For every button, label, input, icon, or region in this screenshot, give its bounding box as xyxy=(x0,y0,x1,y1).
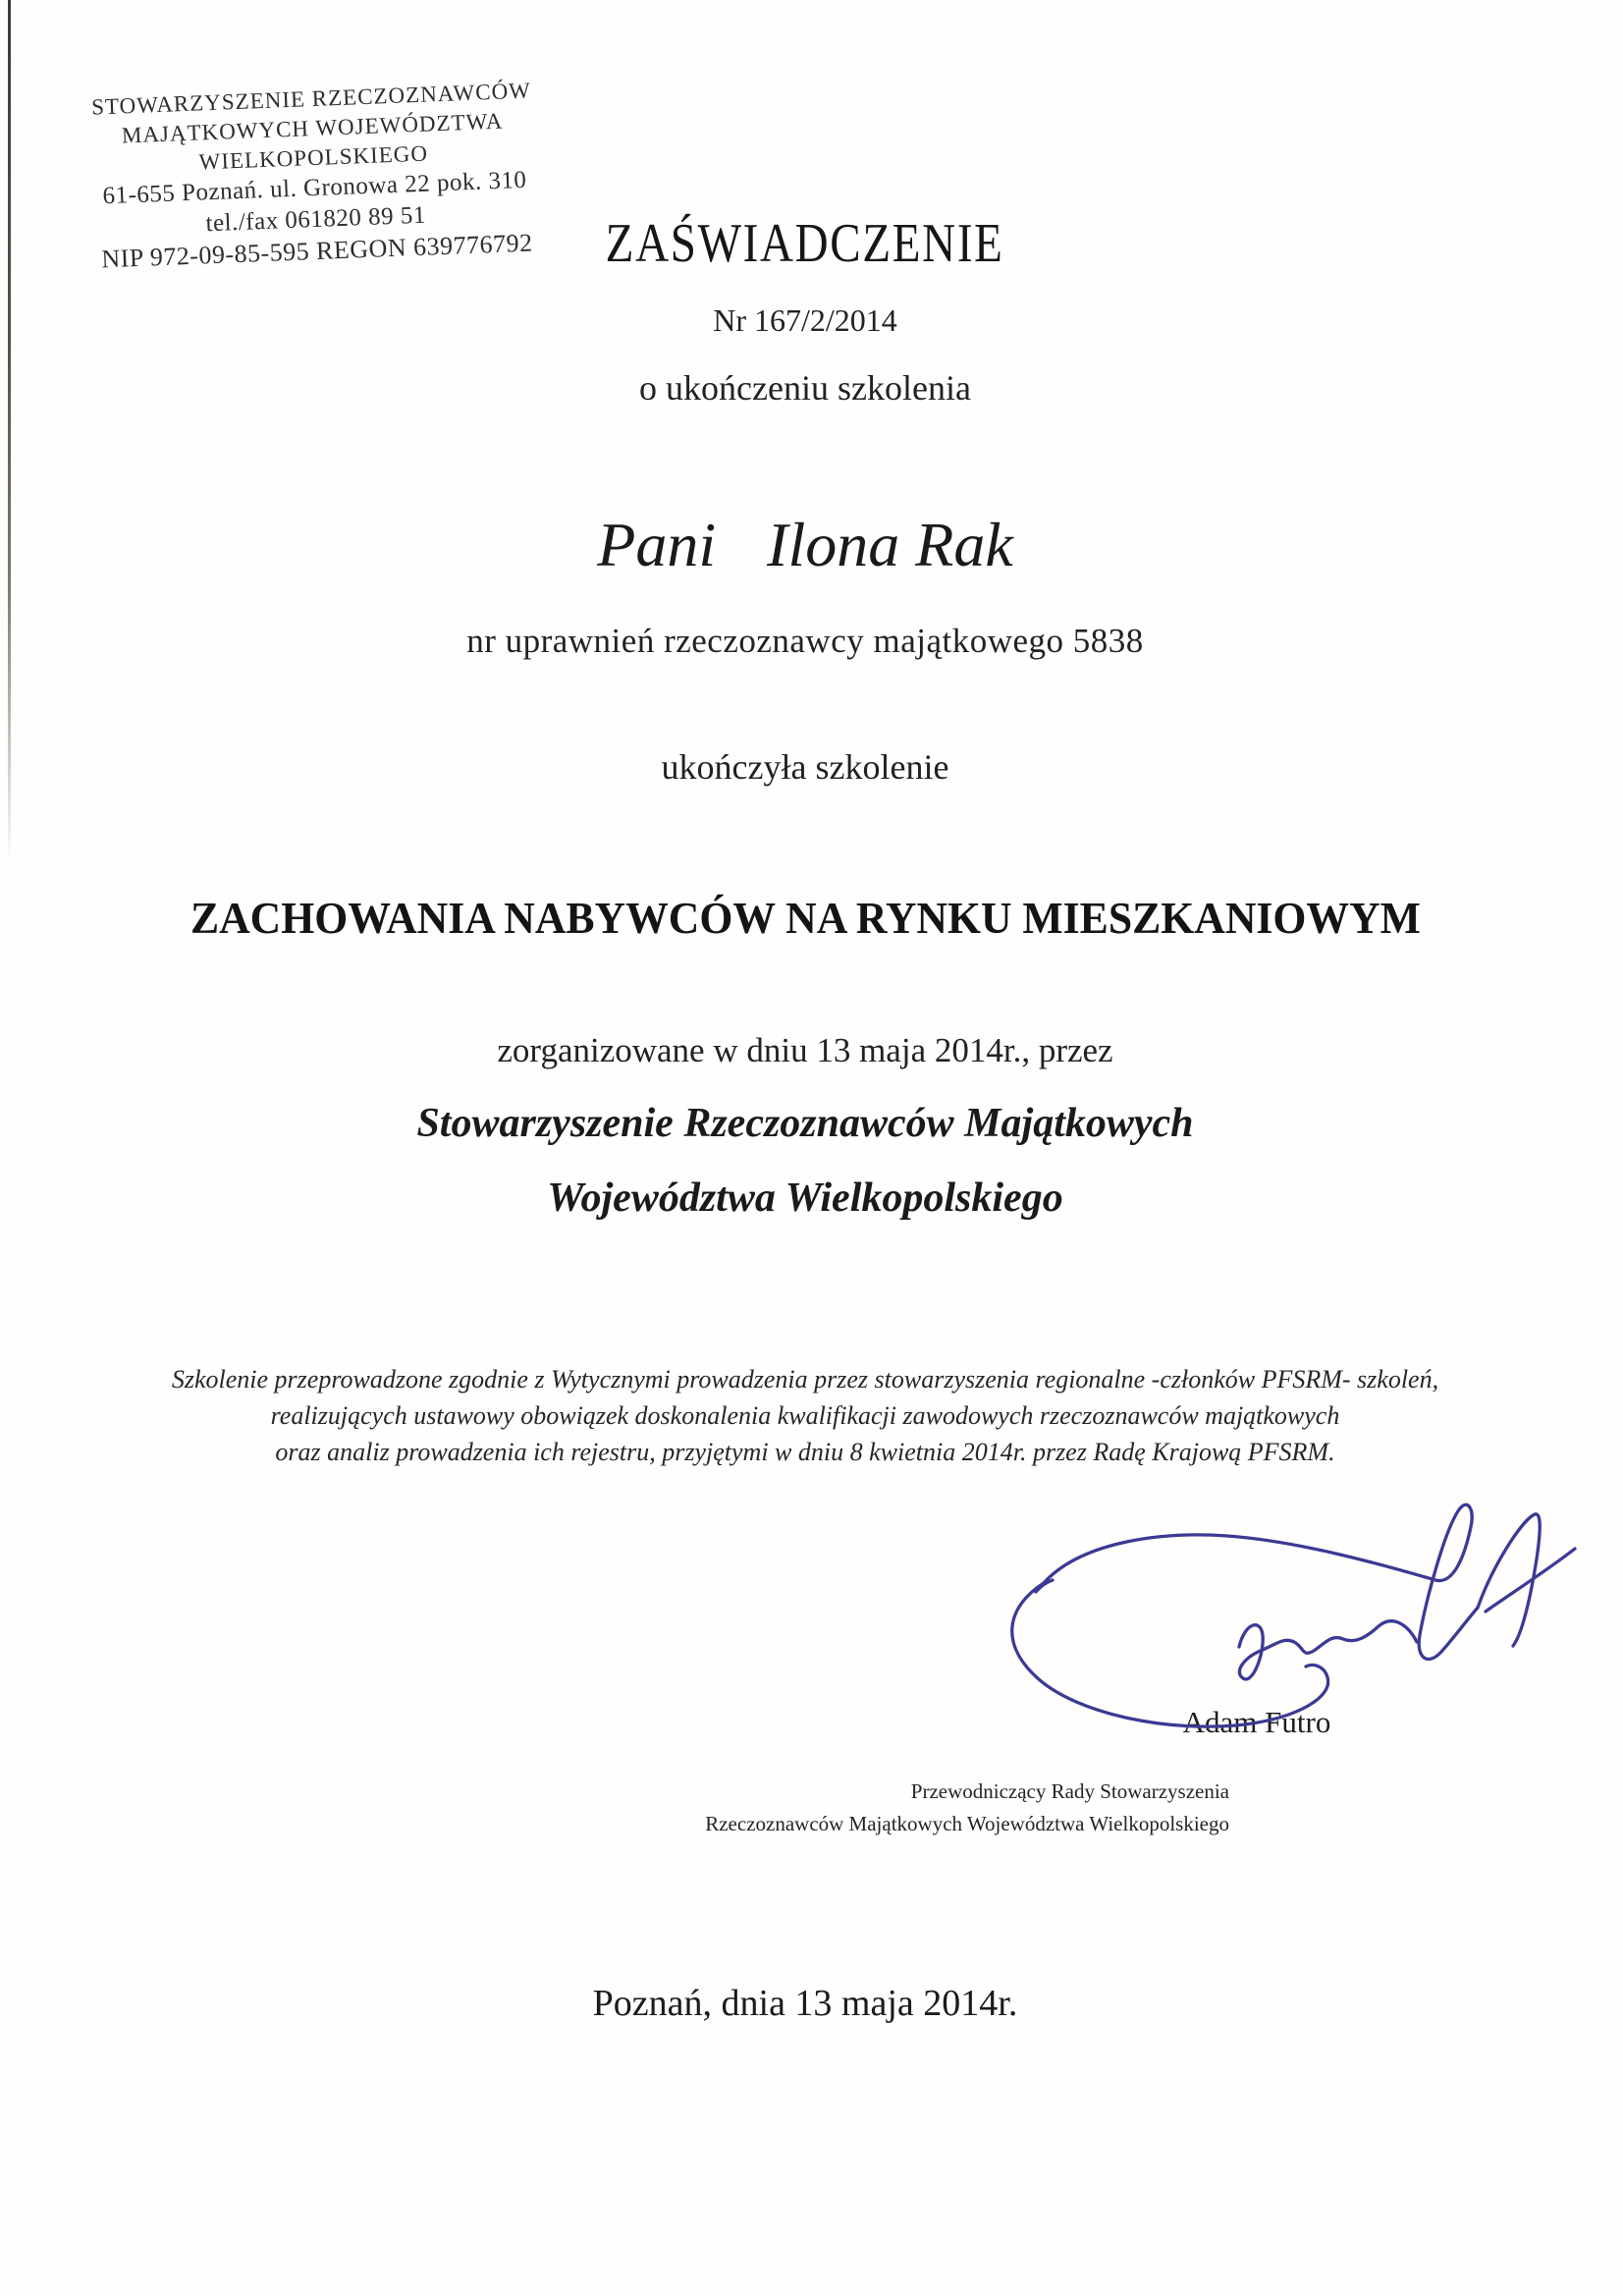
training-note-line-2: realizujących ustawowy obowiązek doskonalenia kwalifikacji zawodowych rzeczoznawców majątkowych xyxy=(270,1401,1340,1430)
recipient-name: Ilona Rak xyxy=(767,510,1013,579)
recipient-salutation: Pani xyxy=(597,510,717,579)
stamp-line-4: 61-655 Poznań. ul. Gronowa 22 pok. 310 xyxy=(102,166,527,210)
signature-icon xyxy=(982,1498,1591,1743)
signature-ink xyxy=(1012,1504,1575,1726)
certificate-number: Nr 167/2/2014 xyxy=(713,302,897,338)
completed-line: ukończyła szkolenie xyxy=(661,747,949,787)
stamp-line-1: STOWARZYSZENIE RZECZOZNAWCÓW xyxy=(90,78,532,120)
training-note-line-1: Szkolenie przeprowadzone zgodnie z Wytycznymi prowadzenia przez stowarzyszenia regionalne -członków PFSRM- szkoleń, xyxy=(171,1365,1439,1394)
certificate-subtitle: o ukończeniu szkolenia xyxy=(639,368,971,408)
license-number-line: nr uprawnień rzeczoznawcy majątkowego 5838 xyxy=(466,622,1144,660)
stamp-line-2: MAJĄTKOWYCH WOJEWÓDZTWA xyxy=(121,108,504,148)
course-title xyxy=(0,892,1610,944)
signer-titles xyxy=(589,1776,1229,1840)
signer-name: Adam Futro xyxy=(1182,1705,1331,1739)
recipient-line xyxy=(0,509,1610,581)
signer-title-line-2: Rzeczoznawców Majątkowych Województwa Wielkopolskiego xyxy=(705,1812,1229,1835)
stamp-line-3: WIELKOPOLSKIEGO xyxy=(198,140,429,175)
course-title-text: ZACHOWANIA NABYWCÓW NA RYNKU MIESZKANIOWYM xyxy=(189,893,1421,943)
stamp-line-5: tel./fax 061820 89 51 xyxy=(205,201,427,238)
certificate-title-text: ZAŚWIADCZENIE xyxy=(606,213,1004,274)
organizer-name-line-1: Stowarzyszenie Rzeczoznawców Majątkowych xyxy=(416,1101,1194,1146)
training-note xyxy=(0,1361,1610,1470)
signer-title-line-1: Przewodniczący Rady Stowarzyszenia xyxy=(910,1779,1229,1803)
training-note-line-3: oraz analiz prowadzenia ich rejestru, przyjętymi w dniu 8 kwietnia 2014r. przez Radę Krajową PFSRM. xyxy=(275,1438,1335,1466)
organizer-name-line-2: Województwa Wielkopolskiego xyxy=(547,1175,1063,1221)
stamp-line-6: NIP 972-09-85-595 REGON 639776792 xyxy=(100,228,534,274)
organized-line: zorganizowane w dniu 13 maja 2014r., przez xyxy=(497,1031,1113,1069)
place-date-line: Poznań, dnia 13 maja 2014r. xyxy=(592,1983,1018,2024)
scan-edge-artifact xyxy=(8,0,11,864)
certificate-title xyxy=(0,212,1610,275)
